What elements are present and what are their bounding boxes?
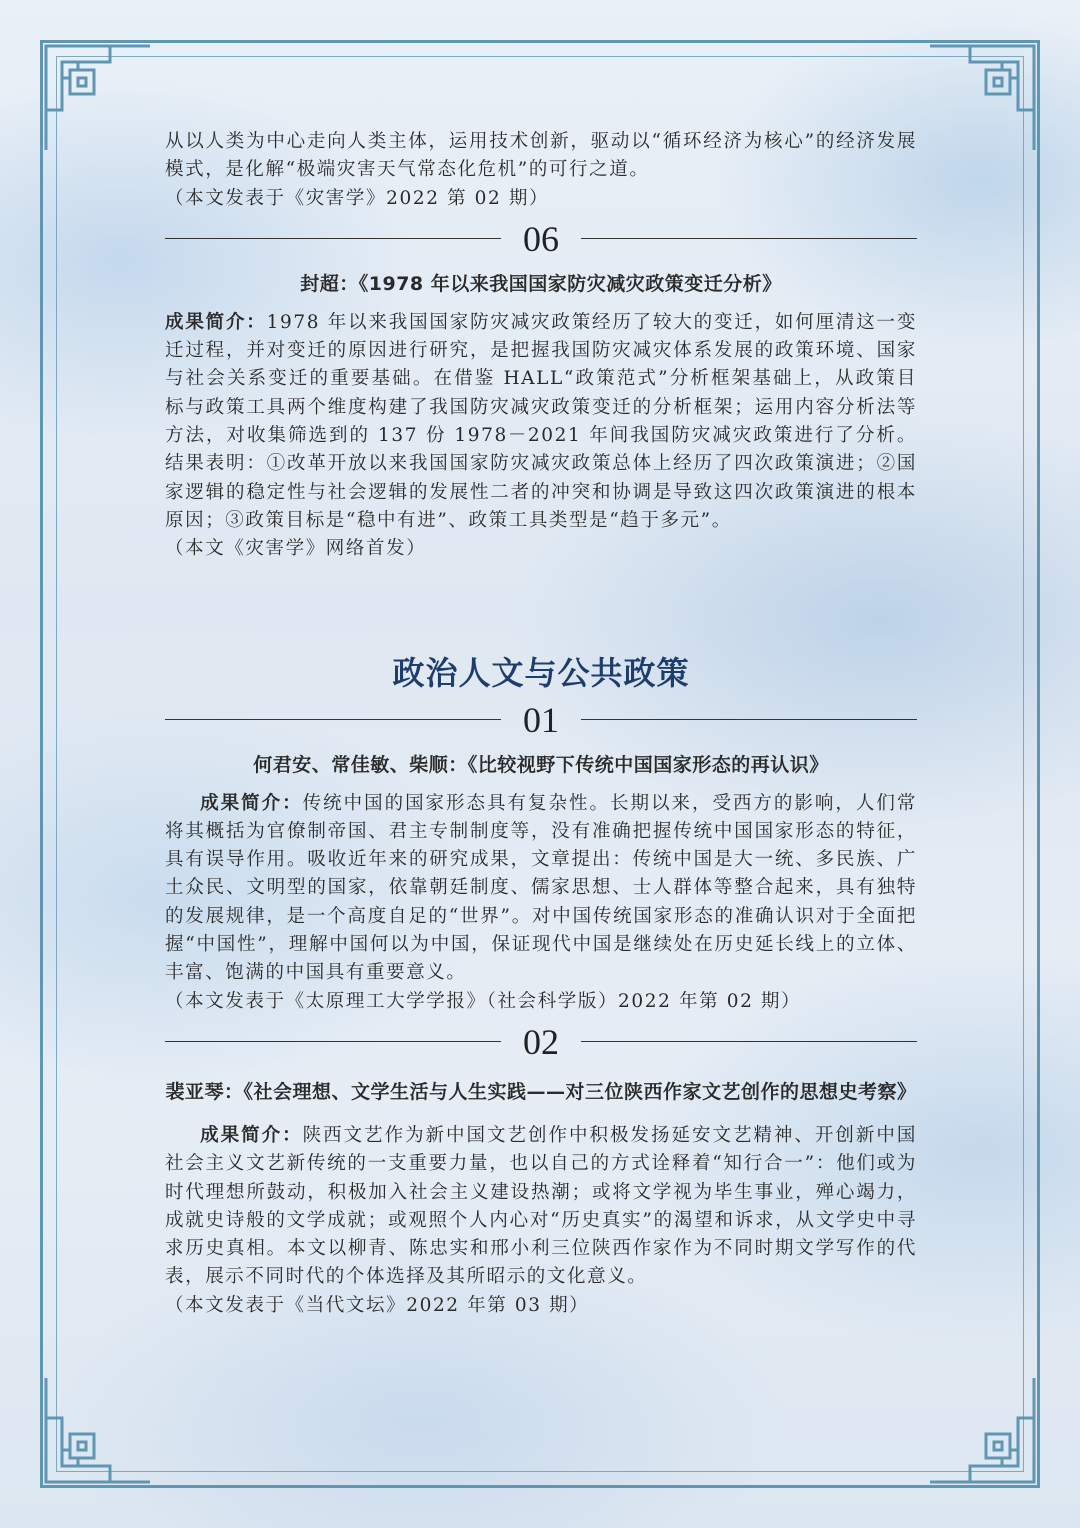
article-summary (165, 790, 917, 988)
article-summary (165, 309, 917, 535)
page-content (165, 128, 917, 1320)
corner-ornament-top-right (920, 40, 1040, 160)
article-title: 封超：《1978 年以来我国国家防灾减灾政策变迁分析》 (300, 272, 782, 295)
article-number: 01 (523, 699, 559, 740)
article-title: 裴亚琴：《社会理想、文学生活与人生实践——对三位陕西作家文艺创作的思想史考察》 (165, 1080, 917, 1103)
divider-line (581, 1041, 917, 1042)
divider-line (581, 238, 917, 239)
summary-label: 成果简介： (200, 792, 303, 814)
intro-source: （本文发表于《灾害学》2022 第 02 期） (165, 187, 550, 209)
corner-ornament-top-left (40, 40, 160, 160)
article-source: （本文发表于《当代文坛》2022 年第 03 期） (165, 1294, 590, 1316)
summary-text: 陕西文艺作为新中国文艺创作中积极发扬延安文艺精神、开创新中国社会主义文艺新传统的一支重要力量，也以自己的方式诠释着“知行合一”：他们或为时代理想所鼓动，积极加入社会主义建设热潮；或将文学视为毕生事业，殚心竭力，成就史诗般的文学成就；或观照个人内心对“历史真实”的渴望和诉求，从文学史中寻求历史真相。本文以柳青、陈忠实和邢小利三位陕西作家作为不同时期文学写作的代表，展示不同时代的个体选择及其所昭示的文化意义。 (165, 1124, 917, 1288)
divider-line (165, 719, 501, 720)
article-source: （本文发表于《太原理工大学学报》（社会科学版）2022 年第 02 期） (165, 990, 802, 1012)
article-title: 何君安、常佳敏、柴顺：《比较视野下传统中国国家形态的再认识》 (253, 753, 829, 776)
divider-06 (165, 217, 917, 261)
article-number: 06 (523, 218, 559, 259)
article-summary (165, 1122, 917, 1292)
divider-line (581, 719, 917, 720)
divider-01 (165, 698, 917, 742)
summary-label: 成果简介： (165, 311, 267, 333)
divider-02 (165, 1020, 917, 1064)
summary-text: 1978 年以来我国国家防灾减灾政策经历了较大的变迁，如何厘清这一变迁过程，并对变迁的原因进行研究，是把握我国防灾减灾体系发展的政策环境、国家与社会关系变迁的重要基础。在借鉴 HALL“政策范式”分析框架基础上，从政策目标与政策工具两个维度构建了我国防灾减灾政策变迁的分析框架；运用内容分析法等方法，对收集筛选到的 137 份 1978－2021 年间我国防灾减灾政策进行了分析。结果表明：①改革开放以来我国国家防灾减灾政策总体上经历了四次政策演进；②国家逻辑的稳定性与社会逻辑的发展性二者的冲突和协调是导致这四次政策演进的根本原因；③政策目标是“稳中有进”、政策工具类型是“趋于多元”。 (165, 311, 917, 531)
article-source: （本文《灾害学》网络首发） (165, 538, 427, 560)
summary-text: 传统中国的国家形态具有复杂性。长期以来，受西方的影响，人们常将其概括为官僚制帝国、君主专制制度等，没有准确把握传统中国国家形态的特征，具有误导作用。吸收近年来的研究成果，文章提出：传统中国是大一统、多民族、广土众民、文明型的国家，依靠朝廷制度、儒家思想、士人群体等整合起来，具有独特的发展规律，是一个高度自足的“世界”。对中国传统国家形态的准确认识对于全面把握“中国性”，理解中国何以为中国，保证现代中国是继续处在历史延长线上的立体、丰富、饱满的中国具有重要意义。 (165, 792, 917, 984)
intro-paragraph: 从以人类为中心走向人类主体，运用技术创新，驱动以“循环经济为核心”的经济发展模式，是化解“极端灾害天气常态化危机”的可行之道。 (165, 131, 917, 181)
article-number: 02 (523, 1021, 559, 1062)
summary-label: 成果简介： (200, 1124, 303, 1146)
divider-line (165, 1041, 501, 1042)
corner-ornament-bottom-left (40, 1368, 160, 1488)
section-heading: 政治人文与公共政策 (392, 653, 690, 692)
divider-line (165, 238, 501, 239)
corner-ornament-bottom-right (920, 1368, 1040, 1488)
